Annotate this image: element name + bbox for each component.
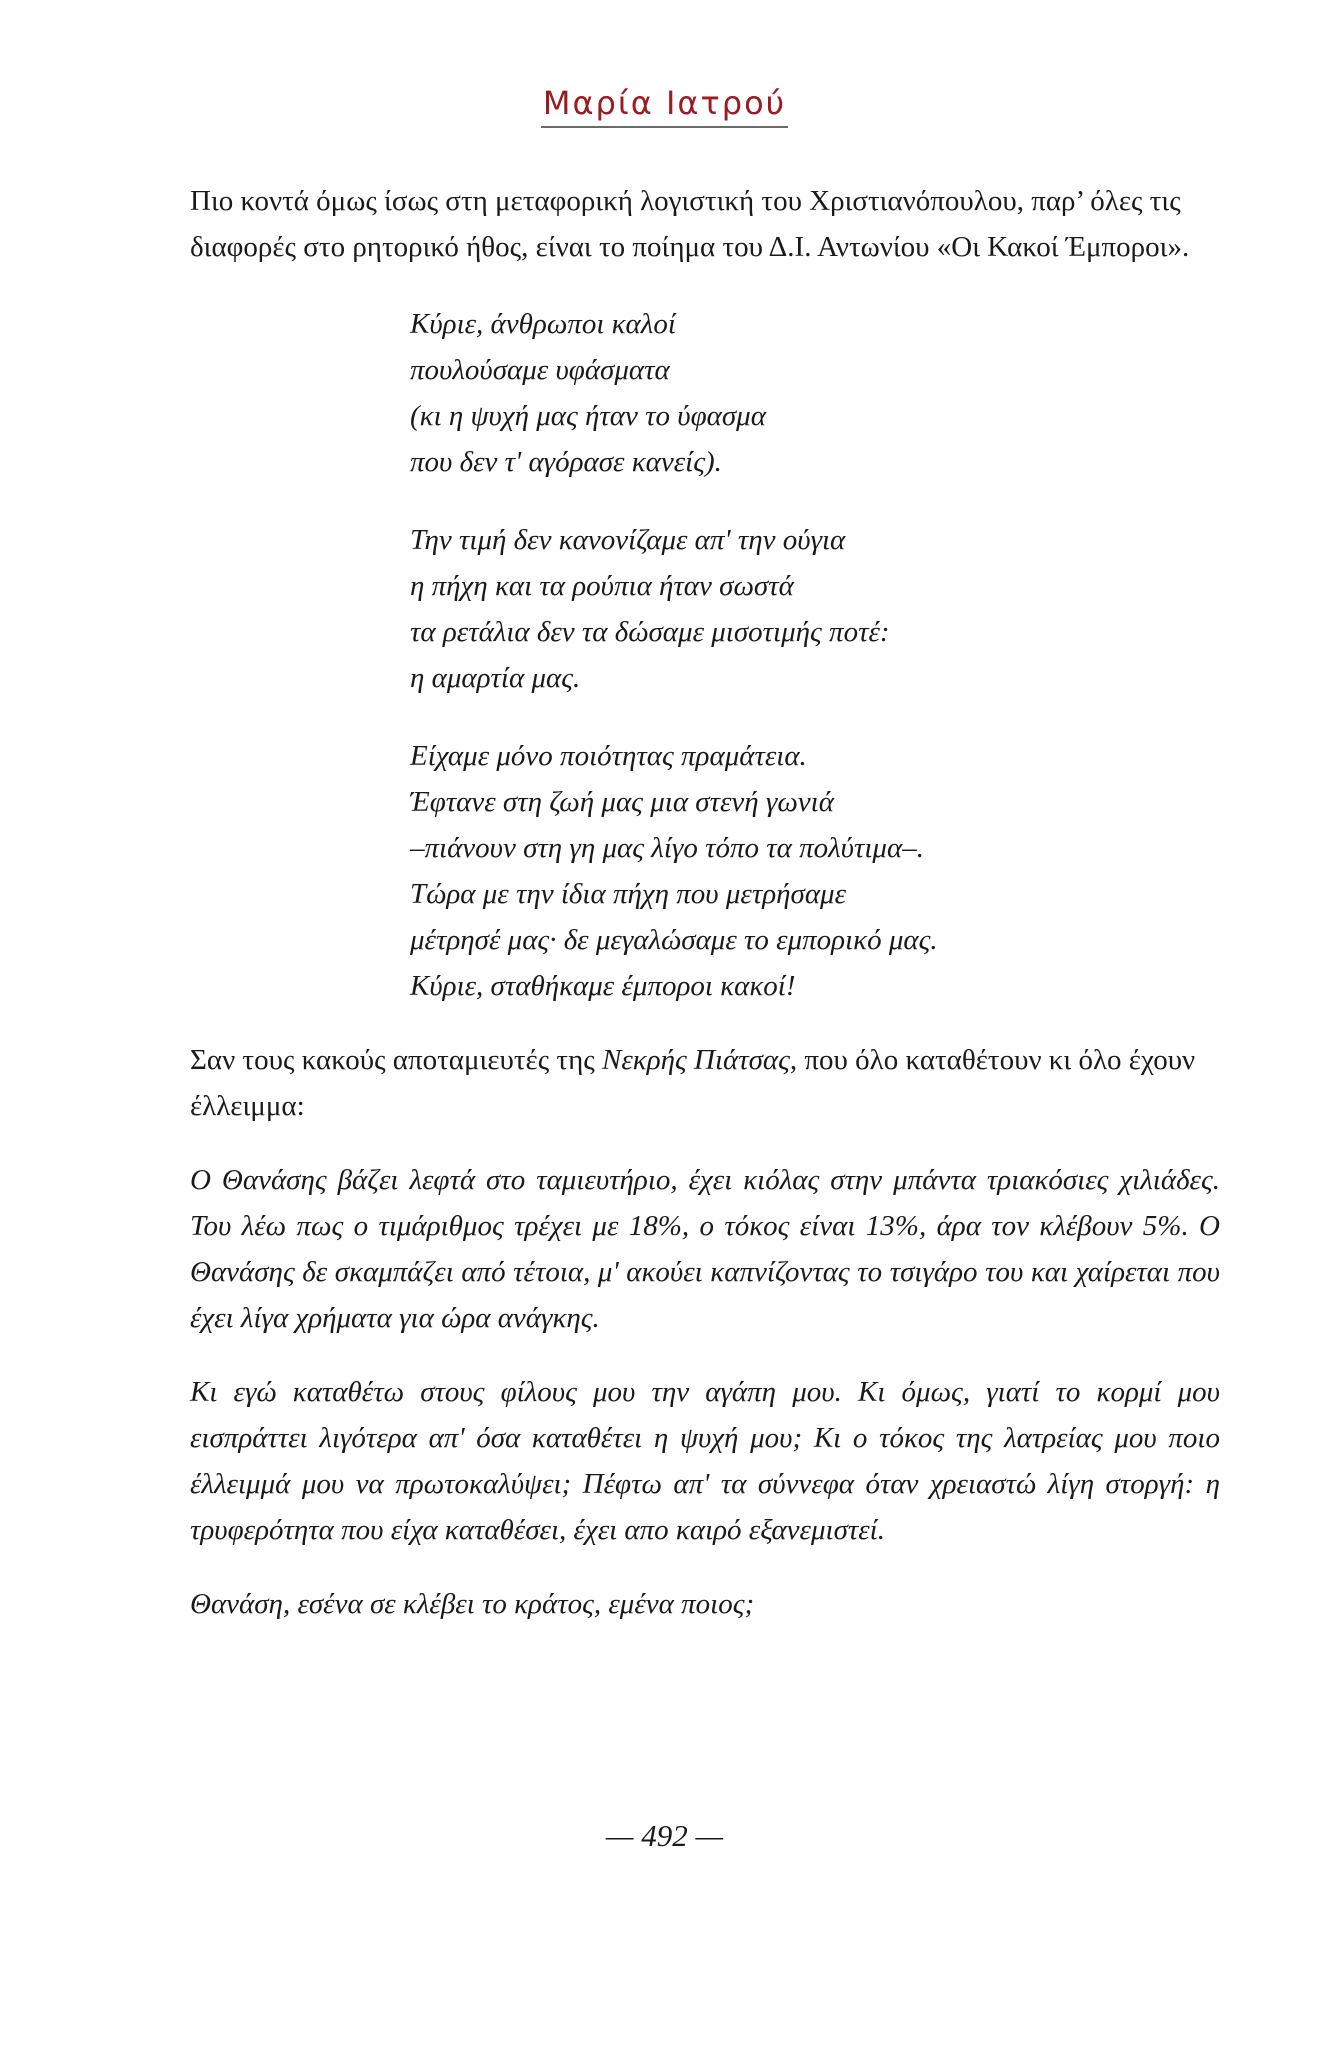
poem-stanza	[410, 733, 1220, 1009]
transition-text: , που όλο καταθέτουν κι όλο έχουν έλλειμμα:	[190, 1044, 1196, 1122]
poem-line: (κι η ψυχή μας ήταν το ύφασμα	[410, 400, 766, 432]
poem-line: Τώρα με την ίδια πήχη που μετρήσαμε	[410, 878, 847, 910]
transition-text: Σαν τους κακούς αποταμιευτές της	[190, 1044, 602, 1076]
poem-stanza	[410, 301, 1220, 485]
poem-line: πουλούσαμε υφάσματα	[410, 354, 670, 386]
transition-paragraph	[190, 1037, 1220, 1129]
poem-line: Κύριε, σταθήκαμε έμποροι κακοί!	[410, 970, 796, 1002]
poem-line: η πήχη και τα ρούπια ήταν σωστά	[410, 570, 794, 602]
quoted-paragraph: Κι εγώ καταθέτω στους φίλους μου την αγάπη μου. Κι όμως, γιατί το κορμί μου εισπράττει λιγότερα απ' όσα καταθέτει η ψυχή μου; Κι ο τόκος της λατρείας μου ποιο έλλειμμά μου να πρωτοκαλύψει; Πέφτω απ' τα σύννεφα όταν χρειαστώ λίγη στοργή: η τρυφερότητα που είχα καταθέσει, έχει απο καιρό εξανεμιστεί.	[190, 1376, 1220, 1546]
poem-line: Την τιμή δεν κανονίζαμε απ' την ούγια	[410, 524, 846, 556]
page-number: — 492 —	[605, 1818, 724, 1853]
running-header	[0, 84, 1329, 128]
poem-line: μέτρησέ μας· δε μεγαλώσαμε το εμπορικό μας.	[410, 924, 938, 956]
intro-paragraph: Πιο κοντά όμως ίσως στη μεταφορική λογιστική του Χριστιανόπουλου, παρ’ όλες τις διαφορές στο ρητορικό ήθος, είναι το ποίημα του Δ.Ι. Αντωνίου «Οι Κακοί Έμποροι».	[190, 185, 1190, 263]
page-body	[190, 178, 1220, 1627]
poem	[410, 301, 1220, 1009]
poem-line: τα ρετάλια δεν τα δώσαμε μισοτιμής ποτέ:	[410, 616, 890, 648]
poem-line: που δεν τ' αγόρασε κανείς).	[410, 446, 722, 478]
poem-line: η αμαρτία μας.	[410, 662, 581, 694]
quoted-paragraph: Θανάση, εσένα σε κλέβει το κράτος, εμένα ποιος;	[190, 1588, 755, 1620]
poem-line: –πιάνουν στη γη μας λίγο τόπο τα πολύτιμα–.	[410, 832, 924, 864]
poem-line: Είχαμε μόνο ποιότητας πραμάτεια.	[410, 740, 807, 772]
quoted-paragraph: Ο Θανάσης βάζει λεφτά στο ταμιευτήριο, έχει κιόλας στην μπάντα τριακόσιες χιλιάδες. Του λέω πως ο τιμάριθμος τρέχει με 18%, ο τόκος είναι 13%, άρα τον κλέβουν 5%. Ο Θανάσης δε σκαμπάζει από τέτοια, μ' ακούει καπνίζοντας το τσιγάρο του και χαίρεται που έχει λίγα χρήματα για ώρα ανάγκης.	[190, 1164, 1220, 1334]
poem-line: Κύριε, άνθρωποι καλοί	[410, 308, 676, 340]
poem-stanza	[410, 517, 1220, 701]
poem-line: Έφτανε στη ζωή μας μια στενή γωνιά	[410, 786, 834, 818]
work-title: Νεκρής Πιάτσας	[602, 1044, 790, 1076]
author-name: Μαρία Ιατρού	[541, 84, 788, 128]
